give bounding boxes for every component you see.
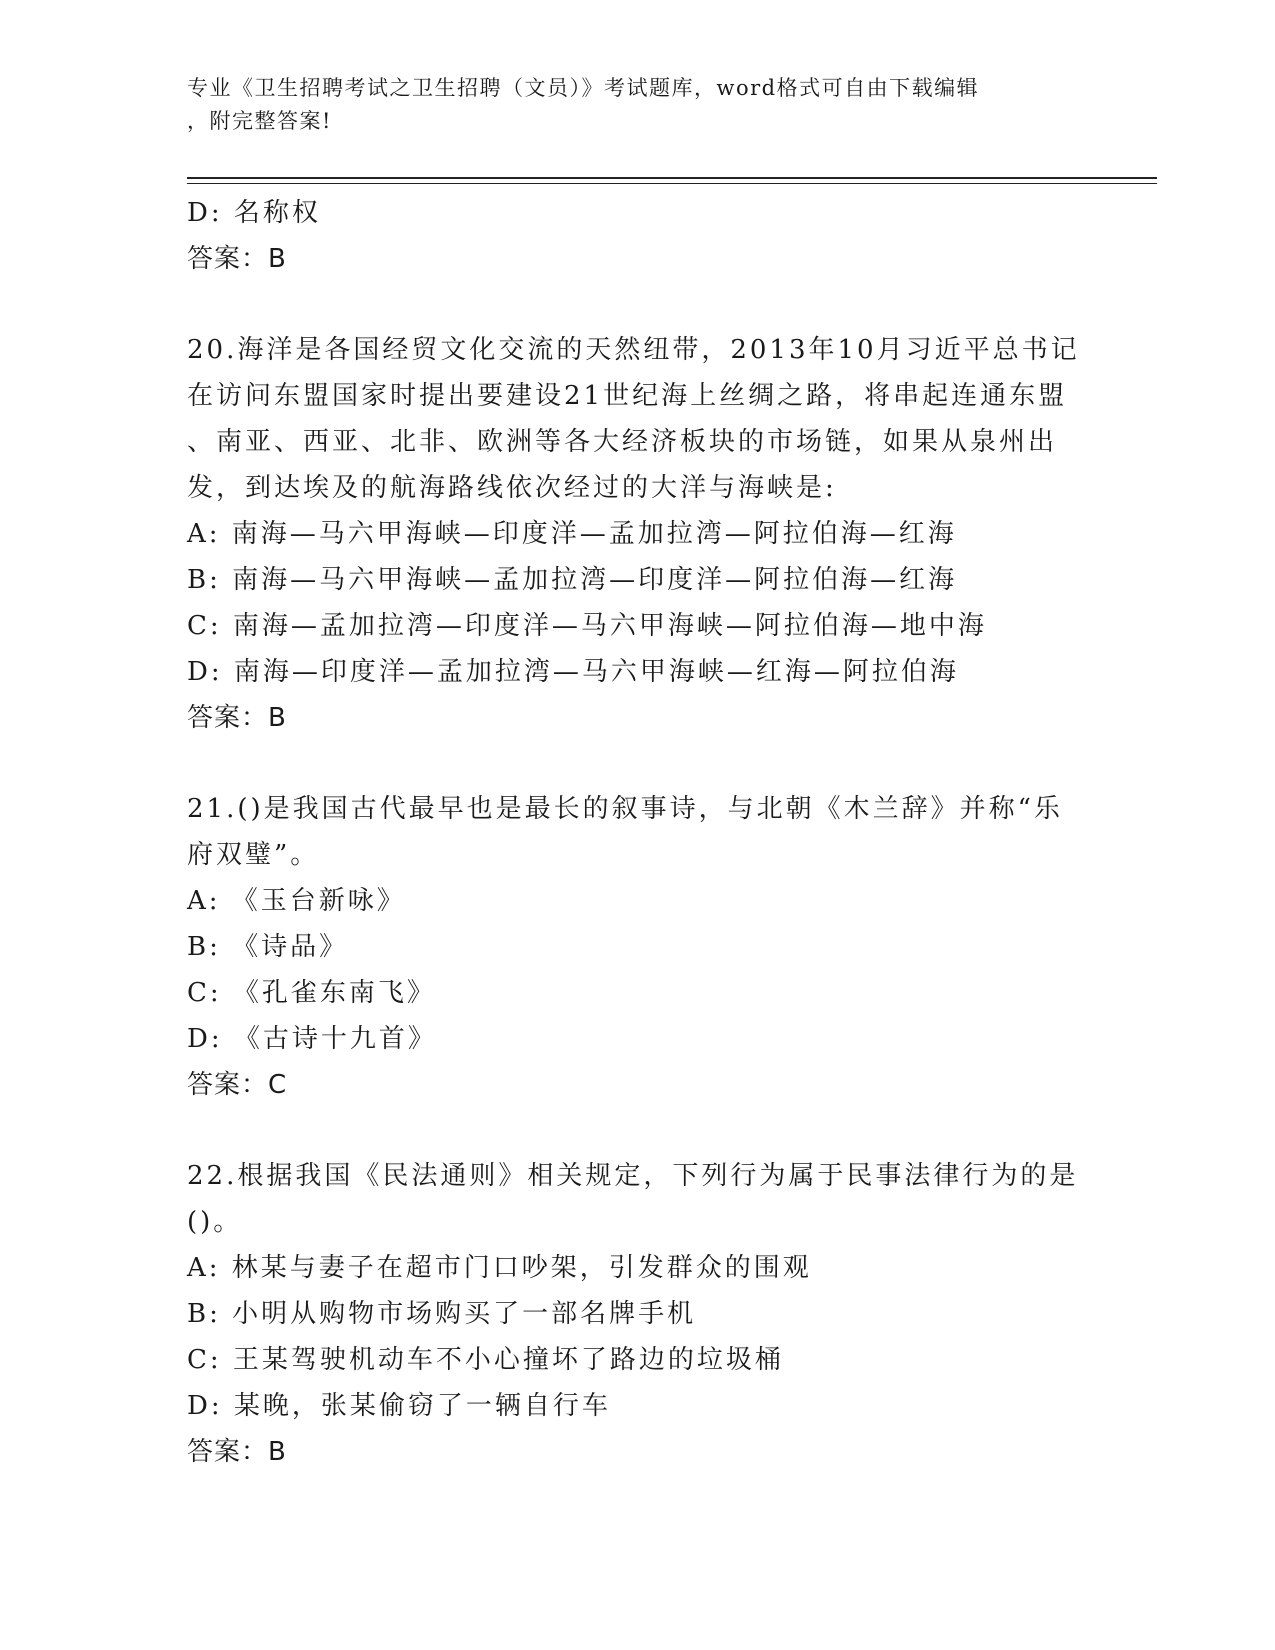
option-a: A: 南海—马六甲海峡—印度洋—孟加拉湾—阿拉伯海—红海 — [187, 519, 957, 549]
question-text-line: 、南亚、西亚、北非、欧洲等各大经济板块的市场链，如果从泉州出 — [187, 427, 1058, 457]
question-22 — [187, 1153, 1087, 1475]
answer-line: 答案：C — [187, 1070, 288, 1100]
option-a: A: 《玉台新咏》 — [187, 886, 406, 916]
question-text-line: 发，到达埃及的航海路线依次经过的大洋与海峡是: — [187, 473, 837, 503]
header-divider-thick — [187, 177, 1157, 179]
question-text-line: 府双璧”。 — [187, 840, 320, 870]
option-b: B: 南海—马六甲海峡—孟加拉湾—印度洋—阿拉伯海—红海 — [187, 565, 958, 595]
option-c: C: 南海—孟加拉湾—印度洋—马六甲海峡—阿拉伯海—地中海 — [187, 611, 987, 641]
page-header — [187, 72, 1077, 138]
question-text-line: 22.根据我国《民法通则》相关规定，下列行为属于民事法律行为的是 — [187, 1161, 1079, 1191]
header-divider-thin — [187, 183, 1157, 184]
option-d: D: 名称权 — [187, 198, 321, 228]
option-d: D: 《古诗十九首》 — [187, 1024, 437, 1054]
question-text-line: ()。 — [187, 1207, 243, 1237]
question-20 — [187, 327, 1087, 741]
spacer — [187, 1108, 1087, 1153]
answer-line: 答案：B — [187, 703, 287, 733]
question-text-line: 20.海洋是各国经贸文化交流的天然纽带，2013年10月习近平总书记 — [187, 335, 1080, 365]
option-c: C: 《孔雀东南飞》 — [187, 978, 436, 1008]
previous-question-tail — [187, 190, 1087, 282]
spacer — [187, 741, 1087, 786]
question-text-line: 在访问东盟国家时提出要建设21世纪海上丝绸之路，将串起连通东盟 — [187, 381, 1068, 411]
question-21 — [187, 786, 1087, 1108]
document-body — [187, 190, 1087, 1475]
header-line-1: 专业《卫生招聘考试之卫生招聘（文员）》考试题库，word格式可自由下载编辑 — [187, 76, 980, 100]
option-a: A: 林某与妻子在超市门口吵架，引发群众的围观 — [187, 1253, 812, 1283]
question-text-line: 21.()是我国古代最早也是最长的叙事诗，与北朝《木兰辞》并称“乐 — [187, 794, 1063, 824]
option-d: D: 南海—印度洋—孟加拉湾—马六甲海峡—红海—阿拉伯海 — [187, 657, 959, 687]
answer-line: 答案：B — [187, 1437, 287, 1467]
answer-line: 答案：B — [187, 244, 287, 274]
option-b: B: 《诗品》 — [187, 932, 349, 962]
option-c: C: 王某驾驶机动车不小心撞坏了路边的垃圾桶 — [187, 1345, 784, 1375]
option-d: D: 某晚，张某偷窃了一辆自行车 — [187, 1391, 611, 1421]
header-line-2: ，附完整答案! — [187, 109, 332, 133]
spacer — [187, 282, 1087, 327]
option-b: B: 小明从购物市场购买了一部名牌手机 — [187, 1299, 697, 1329]
